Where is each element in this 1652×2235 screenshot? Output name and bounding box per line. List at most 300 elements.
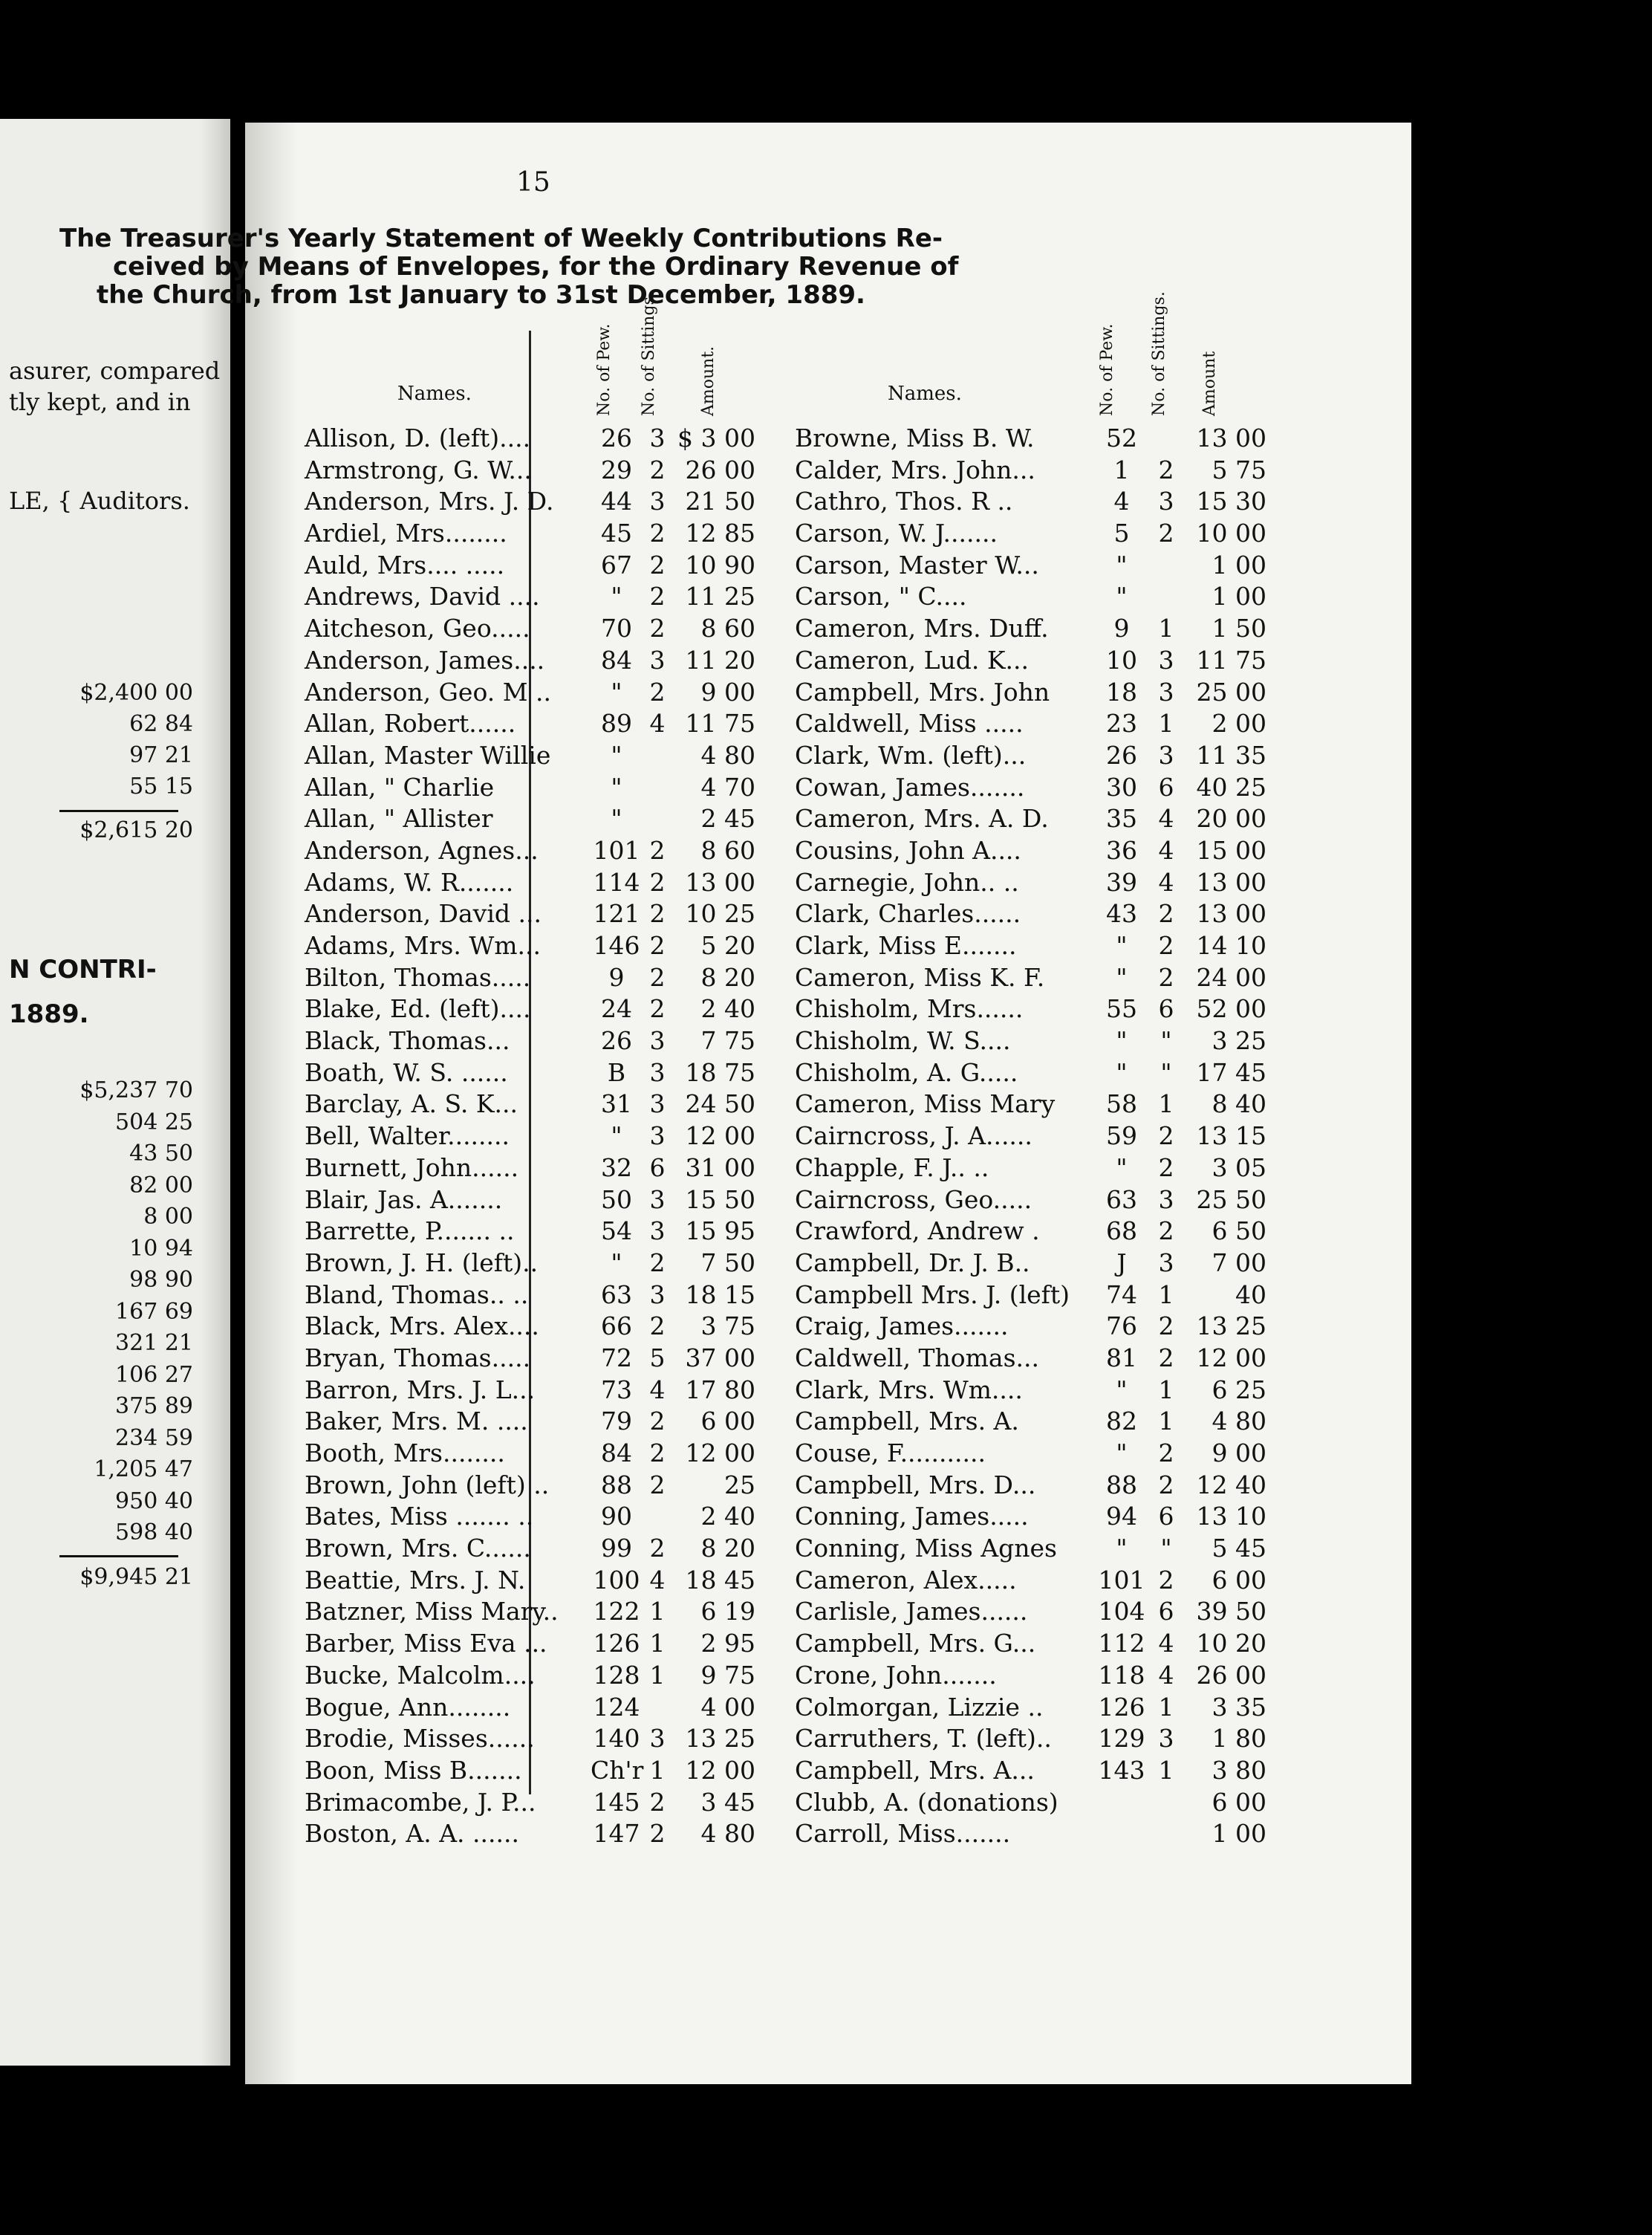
table-row	[795, 1216, 1270, 1248]
pew-cell: 124	[593, 1692, 640, 1722]
amount-cell: 3 25	[1212, 1026, 1266, 1056]
header-amount: Amount.	[699, 346, 718, 416]
amount-cell: 10 00	[1196, 519, 1266, 548]
pew-cell: 54	[601, 1216, 632, 1246]
amount-cell: 7 00	[1212, 1248, 1266, 1277]
table-row	[305, 1407, 765, 1438]
sittings-cell: 3	[649, 1057, 666, 1087]
amount-cell: 13 25	[1196, 1311, 1266, 1341]
amount-cell: 11 75	[685, 709, 755, 739]
sittings-cell: 1	[649, 1755, 666, 1785]
amount-cell: 4 70	[700, 772, 755, 802]
sittings-cell: "	[1160, 1057, 1172, 1087]
sittings-cell: 3	[1158, 1248, 1174, 1277]
name-cell: Craig, James.......	[795, 1311, 1009, 1341]
amount-cell: 1 00	[1212, 550, 1266, 580]
pew-cell: "	[1116, 1057, 1128, 1087]
table-row	[305, 519, 765, 551]
table-row	[795, 1248, 1270, 1280]
table-row	[305, 868, 765, 900]
name-cell: Caldwell, Miss .....	[795, 709, 1024, 739]
amount-cell: 13 00	[1196, 867, 1266, 897]
sittings-cell: 1	[649, 1629, 666, 1658]
amount-cell: 2 40	[700, 994, 755, 1024]
sittings-cell: 2	[649, 1311, 666, 1341]
name-cell: Allan, Master Willie	[305, 740, 551, 770]
amount-cell: 15 00	[1196, 835, 1266, 865]
pew-cell: 63	[1106, 1184, 1137, 1214]
sittings-cell: 1	[1158, 1692, 1174, 1722]
sittings-cell: 1	[1158, 1755, 1174, 1785]
table-row	[305, 1343, 765, 1375]
pew-cell: 126	[1098, 1692, 1145, 1722]
name-cell: Barrette, P....... ..	[305, 1216, 515, 1246]
left-heading-line-1: N CONTRI-	[9, 955, 157, 984]
table-row	[305, 1089, 765, 1121]
table-row	[305, 709, 765, 741]
table-row	[305, 1534, 765, 1566]
sittings-cell: 1	[1158, 1375, 1174, 1404]
pew-cell: 88	[1106, 1470, 1137, 1499]
table-row	[795, 1629, 1270, 1661]
pew-cell: 5	[1113, 519, 1130, 548]
name-cell: Batzner, Miss Mary..	[305, 1597, 559, 1626]
pew-cell: 18	[1106, 677, 1137, 707]
pew-cell: 66	[601, 1311, 632, 1341]
pew-cell: 36	[1106, 835, 1137, 865]
name-cell: Blair, Jas. A.......	[305, 1184, 503, 1214]
pew-cell: 126	[593, 1629, 640, 1658]
amount-cell: 3 05	[1212, 1152, 1266, 1182]
table-row	[305, 646, 765, 678]
pew-cell: 63	[601, 1279, 632, 1309]
pew-cell: 43	[1106, 899, 1137, 929]
name-cell: Clark, Wm. (left)...	[795, 740, 1027, 770]
left-auditors-line: LE, { Auditors.	[9, 487, 190, 515]
amount-cell: 10 25	[685, 899, 755, 929]
sittings-cell: "	[1160, 1534, 1172, 1563]
pew-cell: 10	[1106, 645, 1137, 675]
pew-cell: "	[1116, 962, 1128, 992]
pew-cell: 9	[1113, 614, 1130, 643]
pew-cell: 59	[1106, 1121, 1137, 1151]
name-cell: Cameron, Mrs. Duff.	[795, 614, 1049, 643]
amount-cell: 4 80	[1212, 1407, 1266, 1436]
amount-cell: 9 00	[700, 677, 755, 707]
table-row	[305, 1026, 765, 1058]
header-amount-right: Amount	[1200, 351, 1219, 416]
table-row	[795, 424, 1270, 455]
amount-cell: 8 40	[1212, 1089, 1266, 1119]
amount-cell: 15 95	[685, 1216, 755, 1246]
amount-cell: 18 45	[685, 1565, 755, 1595]
title-line-3: the Church, from 1st January to 31st December, 1889.	[97, 280, 865, 310]
sittings-cell: 4	[649, 709, 666, 739]
left-rows	[305, 424, 765, 1851]
pew-cell: 23	[1106, 709, 1137, 739]
amount-cell: 5 45	[1212, 1534, 1266, 1563]
table-row	[795, 1470, 1270, 1502]
table-row	[795, 1819, 1270, 1851]
name-cell: Ardiel, Mrs........	[305, 519, 507, 548]
name-cell: Crone, John.......	[795, 1660, 997, 1690]
statement-title	[59, 224, 1092, 309]
name-cell: Baker, Mrs. M. ....	[305, 1407, 528, 1436]
sittings-cell: 2	[649, 994, 666, 1024]
amount-cell: 25 00	[1196, 677, 1266, 707]
amount-cell: 3 35	[1212, 1692, 1266, 1722]
pew-cell: "	[611, 582, 622, 612]
table-row	[795, 1375, 1270, 1407]
table-row	[795, 1026, 1270, 1058]
pew-cell: 1	[1113, 455, 1130, 484]
table-row	[305, 931, 765, 963]
amount-cell: 17 45	[1196, 1057, 1266, 1087]
name-cell: Brown, John (left) ..	[305, 1470, 550, 1499]
pew-cell: "	[611, 677, 622, 707]
amount-cell: 2 40	[700, 1502, 755, 1531]
sittings-cell: 2	[1158, 962, 1174, 992]
pew-cell: 79	[601, 1407, 632, 1436]
name-cell: Bland, Thomas.. ..	[305, 1279, 529, 1309]
left-total-a-3: 97 21	[129, 742, 193, 768]
pew-cell: "	[1116, 931, 1128, 960]
pew-cell: 58	[1106, 1089, 1137, 1119]
name-cell: Boath, W. S. ......	[305, 1057, 508, 1087]
pew-cell: "	[1116, 1534, 1128, 1563]
sittings-cell: 2	[649, 550, 666, 580]
amount-cell: 13 00	[1196, 424, 1266, 452]
pew-cell: 32	[601, 1152, 632, 1182]
amount-cell: $ 3 00	[677, 424, 755, 452]
table-row	[305, 1375, 765, 1407]
table-row	[305, 1153, 765, 1185]
pew-cell: 45	[601, 519, 632, 548]
left-total-b-item: 1,205 47	[94, 1456, 193, 1482]
table-row	[795, 963, 1270, 995]
name-cell: Aitcheson, Geo.....	[305, 614, 530, 643]
sittings-cell: 3	[1158, 487, 1174, 516]
pew-cell: 35	[1106, 804, 1137, 834]
name-cell: Bryan, Thomas.....	[305, 1343, 531, 1372]
name-cell: Anderson, James....	[305, 645, 545, 675]
amount-cell: 21 50	[685, 487, 755, 516]
sittings-cell: 2	[649, 614, 666, 643]
left-total-b-item: 598 40	[115, 1519, 193, 1545]
pew-cell: 67	[601, 550, 632, 580]
table-row	[795, 582, 1270, 614]
pew-cell: "	[1116, 550, 1128, 580]
sittings-cell: 2	[1158, 1470, 1174, 1499]
table-row	[795, 1438, 1270, 1470]
name-cell: Black, Thomas...	[305, 1026, 510, 1056]
sittings-cell: 2	[649, 582, 666, 612]
sittings-cell: 3	[649, 1216, 666, 1246]
table-row	[305, 1597, 765, 1629]
name-cell: Carroll, Miss.......	[795, 1819, 1011, 1849]
name-cell: Burnett, John......	[305, 1152, 519, 1182]
sittings-cell: 3	[649, 424, 666, 452]
left-total-b-item: 321 21	[115, 1330, 193, 1356]
sittings-cell: 6	[1158, 1502, 1174, 1531]
pew-cell: 50	[601, 1184, 632, 1214]
name-cell: Bilton, Thomas.....	[305, 962, 531, 992]
pew-cell: "	[1116, 1375, 1128, 1404]
amount-cell: 13 00	[1196, 899, 1266, 929]
amount-cell: 17 80	[685, 1375, 755, 1404]
sittings-cell: 2	[1158, 931, 1174, 960]
pew-cell: 29	[601, 455, 632, 484]
pew-cell: 101	[593, 835, 640, 865]
name-cell: Barber, Miss Eva ...	[305, 1629, 547, 1658]
table-row	[305, 1311, 765, 1343]
sittings-cell: 2	[649, 899, 666, 929]
amount-cell: 25	[724, 1470, 755, 1499]
sittings-cell: 2	[1158, 899, 1174, 929]
sittings-cell: 2	[1158, 1311, 1174, 1341]
pew-cell: 76	[1106, 1311, 1137, 1341]
pew-cell: 140	[593, 1724, 640, 1754]
sittings-cell: 2	[649, 1470, 666, 1499]
sittings-cell: 1	[1158, 614, 1174, 643]
pew-cell: B	[607, 1057, 626, 1087]
pew-cell: 143	[1098, 1755, 1145, 1785]
amount-cell: 14 10	[1196, 931, 1266, 960]
pew-cell: 31	[601, 1089, 632, 1119]
table-row	[305, 1693, 765, 1725]
left-page-gutter-shadow	[201, 119, 230, 2066]
pew-cell: 100	[593, 1565, 640, 1595]
amount-cell: 5 20	[700, 931, 755, 960]
pew-cell: 26	[601, 1026, 632, 1056]
table-row	[305, 487, 765, 519]
name-cell: Bucke, Malcolm....	[305, 1660, 536, 1690]
sittings-cell: 3	[1158, 740, 1174, 770]
sittings-cell: 2	[649, 677, 666, 707]
pew-cell: "	[1116, 582, 1128, 612]
header-sittings-right: No. of Sittings.	[1150, 291, 1168, 416]
sittings-cell: "	[1160, 1026, 1172, 1056]
name-cell: Adams, Mrs. Wm...	[305, 931, 541, 960]
name-cell: Cameron, Miss Mary	[795, 1089, 1056, 1119]
sittings-cell: 2	[649, 1819, 666, 1849]
left-total-a-sum: $2,615 20	[79, 817, 193, 843]
pew-cell: 118	[1098, 1660, 1145, 1690]
amount-cell: 8 20	[700, 1534, 755, 1563]
left-total-a-4: 55 15	[129, 773, 193, 799]
amount-cell: 52 00	[1196, 994, 1266, 1024]
name-cell: Carson, Master W...	[795, 550, 1039, 580]
amount-cell: 1 50	[1212, 614, 1266, 643]
pew-cell: Ch'r	[591, 1755, 644, 1785]
name-cell: Cousins, John A....	[795, 835, 1021, 865]
table-row	[305, 1661, 765, 1693]
table-row	[305, 1121, 765, 1153]
sittings-cell: 6	[1158, 994, 1174, 1024]
amount-cell: 10 20	[1196, 1629, 1266, 1658]
amount-cell: 18 15	[685, 1279, 755, 1309]
table-row	[305, 1756, 765, 1788]
sittings-cell: 2	[649, 835, 666, 865]
pew-cell: 4	[1113, 487, 1130, 516]
amount-cell: 6 19	[700, 1597, 755, 1626]
name-cell: Black, Mrs. Alex....	[305, 1311, 539, 1341]
name-cell: Cameron, Lud. K...	[795, 645, 1030, 675]
table-row	[795, 868, 1270, 900]
table-row	[795, 1089, 1270, 1121]
amount-cell: 3 45	[700, 1787, 755, 1817]
name-cell: Brodie, Misses......	[305, 1724, 535, 1754]
name-cell: Calder, Mrs. John...	[795, 455, 1035, 484]
left-total-b-item: 10 94	[129, 1235, 193, 1262]
name-cell: Carnegie, John.. ..	[795, 867, 1019, 897]
name-cell: Carruthers, T. (left)..	[795, 1724, 1052, 1754]
name-cell: Blake, Ed. (left)....	[305, 994, 531, 1024]
name-cell: Bell, Walter........	[305, 1121, 510, 1151]
name-cell: Carson, " C....	[795, 582, 967, 612]
sittings-cell: 3	[649, 1121, 666, 1151]
amount-cell: 5 75	[1212, 455, 1266, 484]
amount-cell: 15 30	[1196, 487, 1266, 516]
amount-cell: 6 00	[1212, 1787, 1266, 1817]
sittings-cell: 4	[649, 1375, 666, 1404]
sittings-cell: 4	[649, 1565, 666, 1595]
amount-cell: 7 50	[700, 1248, 755, 1277]
amount-cell: 40	[1235, 1279, 1266, 1309]
table-row	[795, 551, 1270, 583]
amount-cell: 40 25	[1196, 772, 1266, 802]
sittings-cell: 2	[649, 519, 666, 548]
sittings-cell: 2	[649, 962, 666, 992]
name-cell: Anderson, David ...	[305, 899, 542, 929]
table-row	[305, 582, 765, 614]
name-cell: Anderson, Agnes...	[305, 835, 539, 865]
table-row	[305, 741, 765, 773]
table-row	[795, 804, 1270, 836]
name-cell: Barron, Mrs. J. L...	[305, 1375, 536, 1404]
table-row	[795, 1724, 1270, 1756]
left-text-line-1: asurer, compared	[9, 357, 221, 385]
amount-cell: 26 00	[685, 455, 755, 484]
table-row	[305, 1438, 765, 1470]
left-column-header	[305, 291, 765, 424]
sittings-cell: 1	[1158, 1089, 1174, 1119]
pew-cell: 44	[601, 487, 632, 516]
amount-cell: 6 25	[1212, 1375, 1266, 1404]
pew-cell: 90	[601, 1502, 632, 1531]
name-cell: Bates, Miss ....... ..	[305, 1502, 534, 1531]
header-names: Names.	[397, 383, 472, 405]
pew-cell: "	[611, 804, 622, 834]
name-cell: Carlisle, James......	[795, 1597, 1028, 1626]
pew-cell: 82	[1106, 1407, 1137, 1436]
name-cell: Campbell Mrs. J. (left)	[795, 1279, 1070, 1309]
table-row	[795, 931, 1270, 963]
sittings-cell: 3	[1158, 645, 1174, 675]
left-page-fragment	[0, 119, 230, 2066]
amount-cell: 8 60	[700, 835, 755, 865]
amount-cell: 8 60	[700, 614, 755, 643]
pew-cell: 94	[1106, 1502, 1137, 1531]
left-total-b-item: 167 69	[115, 1298, 193, 1325]
pew-cell: 89	[601, 709, 632, 739]
sittings-cell: 4	[1158, 867, 1174, 897]
pew-cell: 88	[601, 1470, 632, 1499]
sittings-cell: 3	[1158, 1724, 1174, 1754]
table-row	[795, 1597, 1270, 1629]
name-cell: Campbell, Mrs. G...	[795, 1629, 1036, 1658]
right-contributions-column	[795, 291, 1270, 1851]
amount-cell: 12 00	[1196, 1343, 1266, 1372]
table-row	[795, 1407, 1270, 1438]
table-row	[795, 678, 1270, 710]
table-row	[795, 1788, 1270, 1820]
name-cell: Campbell, Mrs. John	[795, 677, 1050, 707]
sittings-cell: 2	[649, 1787, 666, 1817]
amount-cell: 6 00	[1212, 1565, 1266, 1595]
amount-cell: 13 25	[685, 1724, 755, 1754]
amount-cell: 4 80	[700, 1819, 755, 1849]
name-cell: Cairncross, Geo.....	[795, 1184, 1032, 1214]
pew-cell: "	[611, 772, 622, 802]
pew-cell: "	[611, 1121, 622, 1151]
table-row	[795, 1534, 1270, 1566]
amount-cell: 11 20	[685, 645, 755, 675]
amount-cell: 4 00	[700, 1692, 755, 1722]
amount-cell: 13 15	[1196, 1121, 1266, 1151]
left-total-b-item: 504 25	[115, 1109, 193, 1135]
pew-cell: 52	[1106, 424, 1137, 452]
title-line-2: ceived by Means of Envelopes, for the Ordinary Revenue of	[113, 252, 959, 282]
sittings-cell: 3	[649, 1724, 666, 1754]
sittings-cell: 4	[1158, 1660, 1174, 1690]
amount-cell: 15 50	[685, 1184, 755, 1214]
sittings-cell: 3	[649, 1279, 666, 1309]
name-cell: Bogue, Ann........	[305, 1692, 511, 1722]
sittings-cell: 1	[1158, 709, 1174, 739]
right-page-gutter-shadow	[245, 123, 297, 2084]
pew-cell: 84	[601, 1438, 632, 1467]
name-cell: Carson, W. J.......	[795, 519, 998, 548]
table-row	[305, 551, 765, 583]
amount-cell: 12 00	[685, 1121, 755, 1151]
name-cell: Chisholm, W. S....	[795, 1026, 1011, 1056]
pew-cell: 30	[1106, 772, 1137, 802]
amount-cell: 2 45	[700, 804, 755, 834]
pew-cell: 114	[593, 867, 640, 897]
amount-cell: 20 00	[1196, 804, 1266, 834]
name-cell: Adams, W. R.......	[305, 867, 514, 897]
sittings-cell: 1	[649, 1660, 666, 1690]
amount-cell: 11 35	[1196, 740, 1266, 770]
table-row	[305, 1470, 765, 1502]
table-row	[795, 1343, 1270, 1375]
name-cell: Caldwell, Thomas...	[795, 1343, 1039, 1372]
pew-cell: 84	[601, 645, 632, 675]
name-cell: Allison, D. (left)....	[305, 424, 531, 452]
pew-cell: 121	[593, 899, 640, 929]
left-total-b-item: 82 00	[129, 1172, 193, 1198]
table-row	[305, 424, 765, 455]
name-cell: Chisholm, Mrs......	[795, 994, 1024, 1024]
amount-cell: 24 50	[685, 1089, 755, 1119]
table-row	[795, 1311, 1270, 1343]
sittings-cell: 3	[1158, 1184, 1174, 1214]
amount-cell: 12 85	[685, 519, 755, 548]
pew-cell: 72	[601, 1343, 632, 1372]
left-grand-total-rule	[59, 1555, 178, 1557]
pew-cell: "	[1116, 1438, 1128, 1467]
